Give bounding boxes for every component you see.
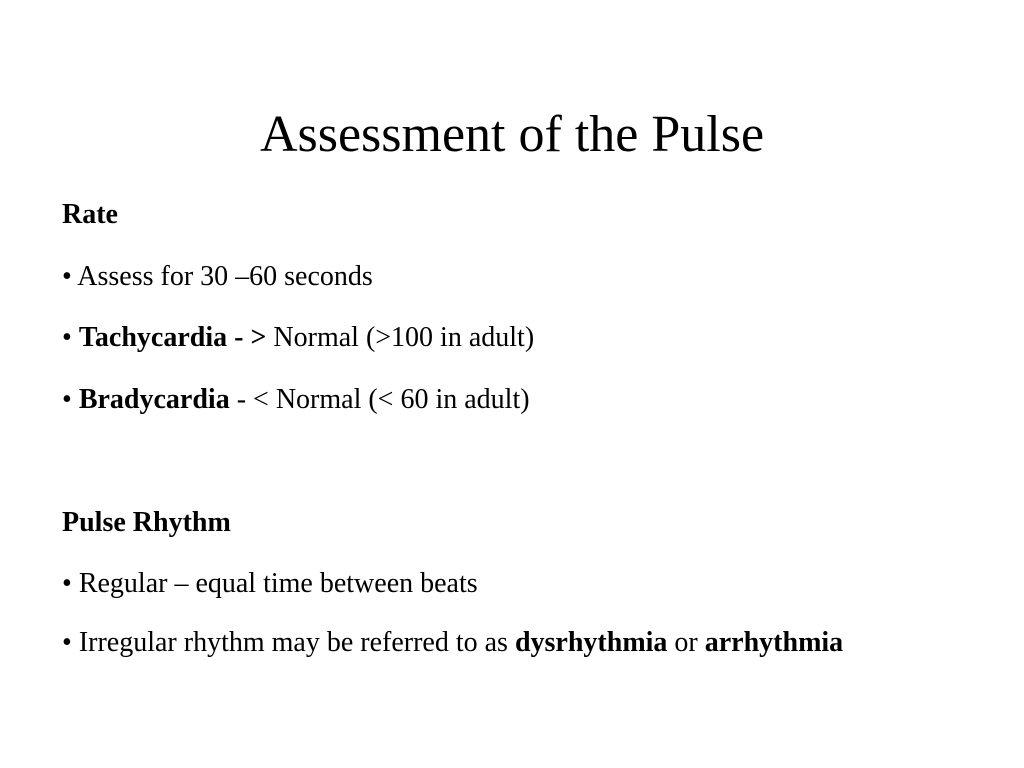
slide-body [62, 196, 962, 688]
bullet-marker: • [62, 568, 72, 599]
tachycardia-definition: Normal (>100 in adult) [273, 322, 535, 353]
rhythm-bullet-irregular [62, 627, 882, 689]
bullet-marker: • [62, 626, 72, 658]
rate-bullet-bradycardia [62, 381, 962, 443]
tachycardia-term: Tachycardia - > [78, 322, 267, 353]
bullet-marker: • [62, 322, 72, 353]
bullet-text: Assess for 30 –60 seconds [77, 260, 373, 292]
section-spacer [62, 442, 962, 504]
rate-heading: Rate [62, 199, 118, 230]
rhythm-bullet-regular [62, 565, 962, 627]
connector-text: or [674, 626, 698, 658]
pulse-rhythm-heading: Pulse Rhythm [62, 506, 231, 538]
irregular-text: Irregular rhythm may be referred to as [78, 626, 508, 658]
slide-title: Assessment of the Pulse [259, 106, 765, 163]
dysrhythmia-term: dysrhythmia [514, 626, 668, 658]
rate-bullet-assess [62, 258, 962, 320]
bradycardia-term: Bradycardia [78, 383, 230, 415]
bullet-marker: • [62, 383, 72, 415]
arrhythmia-term: arrhythmia [704, 626, 844, 658]
rate-bullet-tachycardia [62, 319, 962, 381]
bullet-text: Regular – equal time between beats [78, 568, 478, 599]
bullet-marker: • [62, 260, 72, 292]
bradycardia-definition: - < Normal (< 60 in adult) [236, 383, 530, 415]
